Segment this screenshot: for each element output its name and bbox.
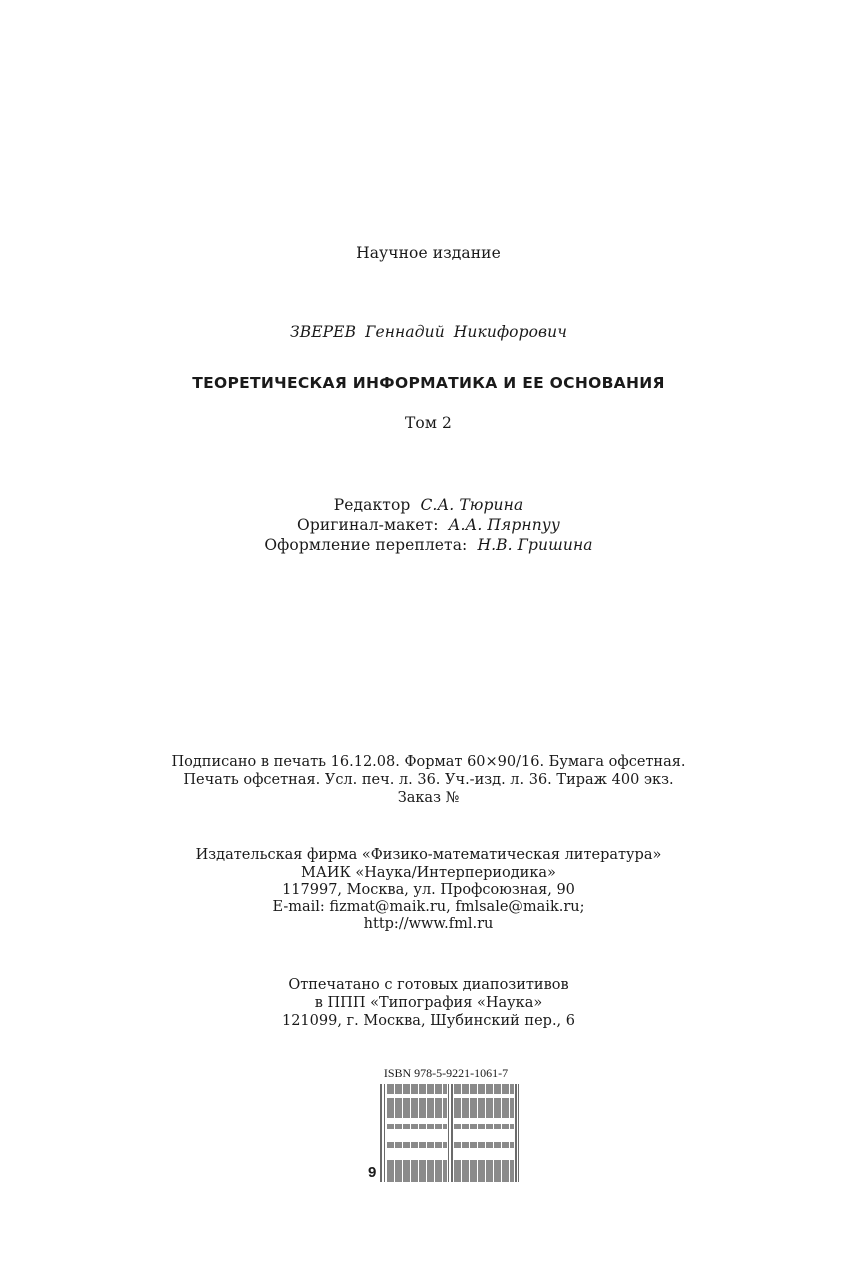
credit-role: Оригинал-макет: bbox=[297, 516, 439, 534]
credit-name: С.А. Тюрина bbox=[420, 496, 524, 514]
print-info-line: Подписано в печать 16.12.08. Формат 60×90/16. Бумага офсетная. bbox=[171, 754, 686, 770]
author-name: ЗВЕРЕВ Геннадий Никифорович bbox=[289, 323, 568, 341]
isbn-barcode bbox=[368, 1066, 524, 1186]
printer-line: Отпечатано с готовых диапозитивов bbox=[288, 977, 569, 993]
credit-name: А.А. Пярнпуу bbox=[448, 516, 560, 534]
print-info-line: Заказ № bbox=[397, 790, 460, 806]
book-title: ТЕОРЕТИЧЕСКАЯ ИНФОРМАТИКА И ЕЕ ОСНОВАНИЯ bbox=[192, 374, 665, 392]
credit-role: Редактор bbox=[333, 496, 411, 514]
credit-name: Н.В. Гришина bbox=[477, 536, 593, 554]
barcode-lead-digit: 9 bbox=[368, 1164, 377, 1181]
credit-layout bbox=[0, 516, 857, 534]
publisher-url: http://www.fml.ru bbox=[363, 916, 494, 932]
printer-line: 121099, г. Москва, Шубинский пер., 6 bbox=[281, 1013, 575, 1029]
publisher-line: МАИК «Наука/Интерпериодика» bbox=[301, 865, 556, 881]
credit-editor bbox=[0, 496, 857, 514]
publication-type: Научное издание bbox=[356, 244, 501, 262]
credit-cover bbox=[0, 536, 857, 554]
printer-line: в ППП «Типография «Наука» bbox=[314, 995, 543, 1011]
publisher-line: 117997, Москва, ул. Профсоюзная, 90 bbox=[282, 882, 575, 898]
credit-role: Оформление переплета: bbox=[264, 536, 468, 554]
barcode-icon bbox=[380, 1084, 520, 1182]
publisher-email: E-mail: fizmat@maik.ru, fmlsale@maik.ru; bbox=[272, 899, 585, 915]
isbn-number: ISBN 978-5-9221-1061-7 bbox=[383, 1066, 509, 1080]
print-info-line: Печать офсетная. Усл. печ. л. 36. Уч.-изд. л. 36. Тираж 400 экз. bbox=[183, 772, 674, 788]
volume-label: Том 2 bbox=[404, 414, 452, 432]
publisher-line: Издательская фирма «Физико-математическая литература» bbox=[195, 847, 662, 863]
